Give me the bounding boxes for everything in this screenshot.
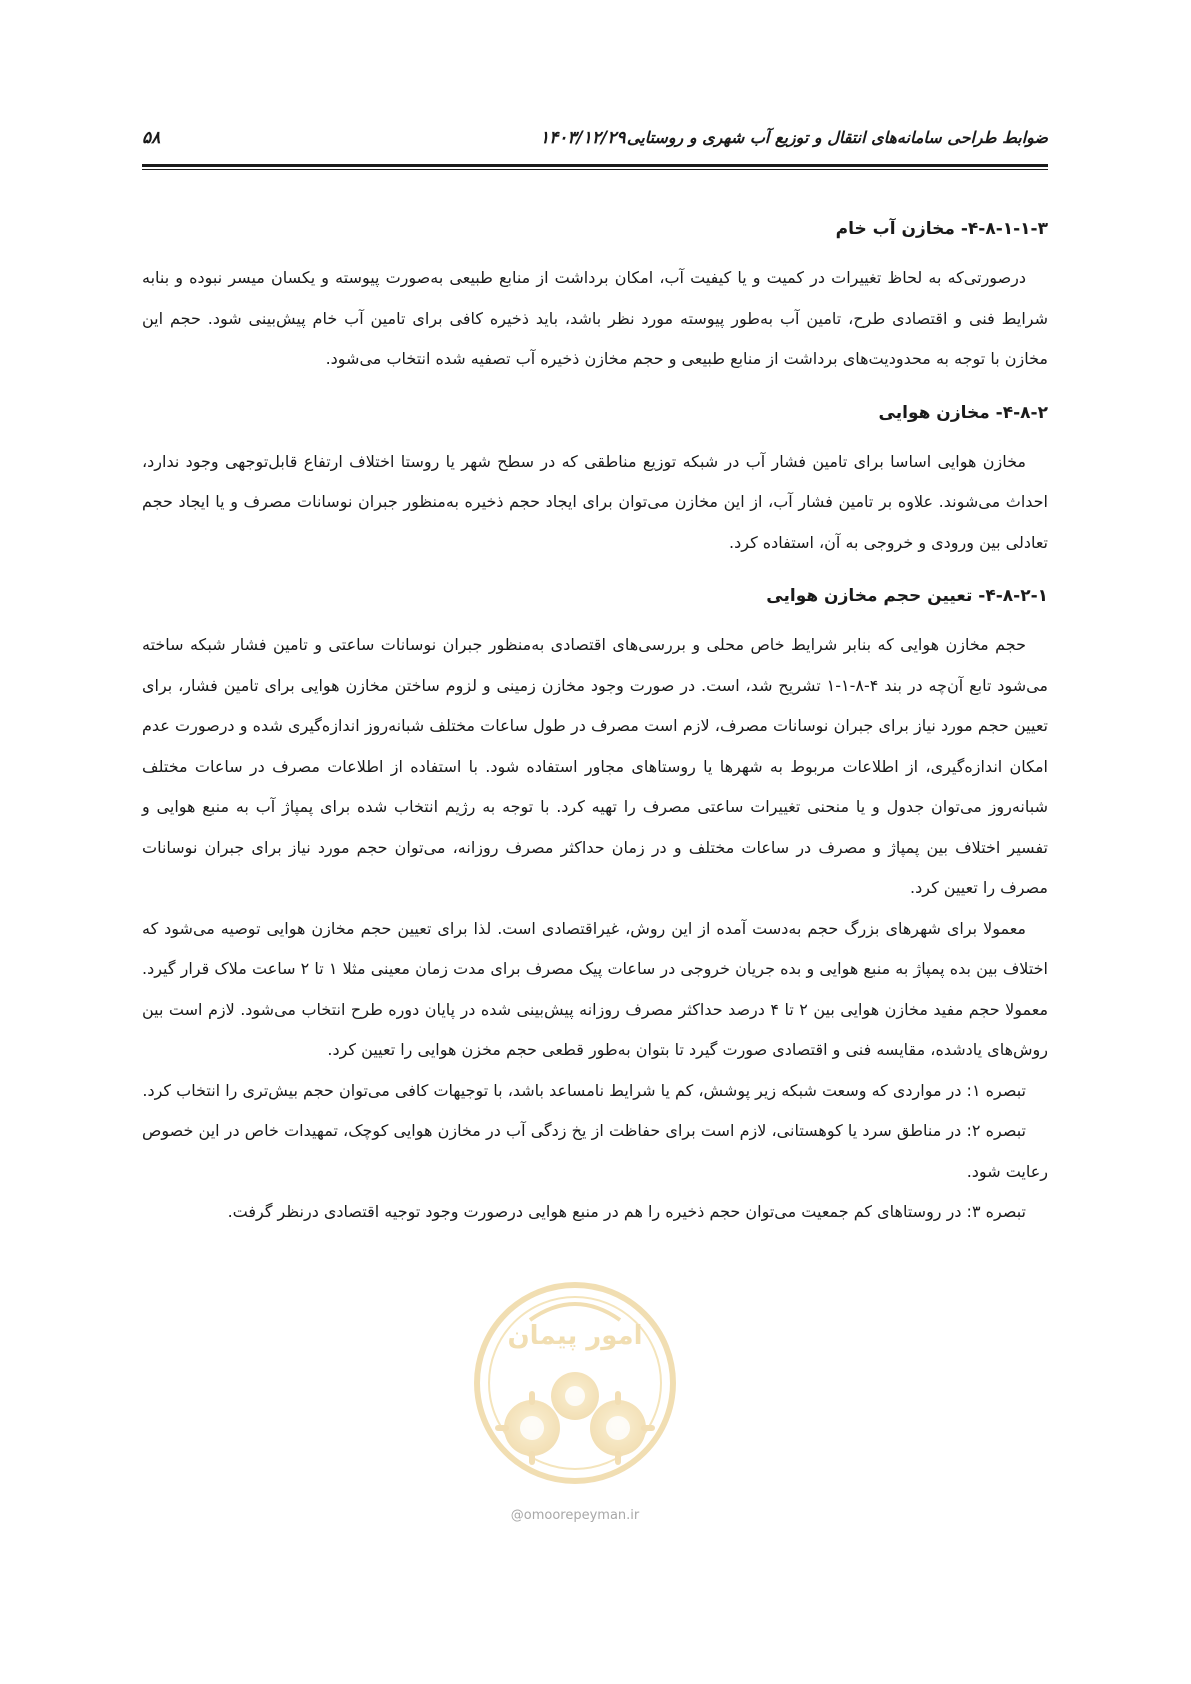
header-divider-thin [142, 169, 1048, 170]
section-heading-elevated-tanks: ۴-۸-۲- مخازن هوایی [878, 402, 1048, 423]
note-2: تبصره ۲: در مناطق سرد یا کوهستانی، لازم است برای حفاظت از یخ زدگی آب در مخازن هوایی کوچک، تمهیدات خاص در این خصوص رعایت شود. [142, 1121, 1048, 1181]
note-1: تبصره ۱: در مواردی که وسعت شبکه زیر پوشش، کم یا شرایط نامساعد باشد، با توجیهات کافی می‌توان حجم بیش‌تری را انتخاب کرد. [142, 1080, 1026, 1100]
header-divider [142, 164, 1048, 167]
section-heading-raw-water-tanks: ۴-۸-۱-۱-۳- مخازن آب خام [835, 219, 1048, 239]
section-heading-elevated-tank-volume: ۴-۸-۲-۱- تعیین حجم مخازن هوایی [766, 586, 1048, 606]
paragraph: حجم مخازن هوایی که بنابر شرایط خاص محلی و بررسی‌های اقتصادی به‌منظور جبران نوسانات ساعتی و تامین فشار شبکه ساخته می‌شود تابع آن‌چه در بند ۴-۸-۱-۱ تشریح شد، است. در صورت وجود مخازن زمینی و لزوم ساختن مخازن هوایی برای تامین فشار، برای تعیین حجم مورد نیاز برای جبران نوسانات مصرف، لازم است مصرف در طول ساعات مختلف شبانه‌روز اندازه‌گیری شده و درصورت عدم امکان اندازه‌گیری، از اطلاعات مربوط به شهرها یا روستاهای مجاور استفاده شود. با استفاده از اطلاعات مصرف در ساعات مختلف شبانه‌روز می‌توان جدول و یا منحنی تغییرات ساعتی مصرف را تهیه کرد. با توجه به رژیم انتخاب شده برای پمپاژ آب به منبع هوایی و تفسیر اختلاف بین پمپاژ و مصرف در ساعات مختلف و در زمان حداکثر مصرف روزانه، می‌توان حجم مورد نیاز برای جبران نوسانات مصرف را تعیین کرد. [142, 635, 1049, 897]
watermark-caption: @omoorepeyman.ir [510, 1508, 640, 1523]
page-header [142, 128, 1048, 162]
paragraph: معمولا برای شهرهای بزرگ حجم به‌دست آمده از این روش، غیراقتصادی است. لذا برای تعیین حجم مخازن هوایی توصیه می‌شود که اختلاف بین بده پمپاژ به منبع هوایی و بده جریان خروجی در ساعات پیک مصرف برای مدت زمان معینی مثلا ۱ تا ۲ ساعت ملاک قرار گیرد. معمولا حجم مفید مخازن هوایی بین ۲ تا ۴ درصد حداکثر مصرف روزانه پیش‌بینی شده در پایان دوره طرح انتخاب می‌شود. لازم است بین روش‌های یادشده، مقایسه فنی و اقتصادی صورت گیرد تا بتوان به‌طور قطعی حجم مخزن هوایی را تعیین کرد. [142, 918, 1049, 1059]
page-number: ۵۸ [142, 128, 161, 148]
paragraph: مخازن هوایی اساسا برای تامین فشار آب در شبکه توزیع مناطقی که در سطح شهر یا روستا اختلاف ارتفاع قابل‌توجهی وجود ندارد، احداث می‌شوند. علاوه بر تامین فشار آب، از این مخازن می‌توان برای ایجاد حجم ذخیره به‌منظور جبران نوسانات مصرف و یا ایجاد حجم تعادلی بین ورودی و خروجی به آن، استفاده کرد. [142, 451, 1048, 552]
watermark-seal [470, 1278, 680, 1500]
header-date: ۱۴۰۳/۱۲/۲۹ [540, 128, 626, 148]
document-body [142, 216, 1048, 1233]
paragraph: درصورتی‌که به لحاظ تغییرات در کمیت و یا کیفیت آب، امکان برداشت از منابع طبیعی به‌صورت پیوسته و یکسان میسر نبوده و بنابه شرایط فنی و اقتصادی طرح، تامین آب به‌طور پیوسته مورد نظر باشد، باید ذخیره کافی برای تامین آب خام پیش‌بینی شود. حجم این مخازن با توجه به محدودیت‌های برداشت از منابع طبیعی و حجم مخازن ذخیره آب تصفیه شده انتخاب می‌شود. [142, 268, 1048, 368]
header-title: ضوابط طراحی سامانه‌های انتقال و توزیع آب شهری و روستایی [626, 128, 1048, 147]
note-3: تبصره ۳: در روستاهای کم جمعیت می‌توان حجم ذخیره را هم در منبع هوایی درصورت وجود توجیه اقتصادی درنظر گرفت. [227, 1202, 1026, 1221]
watermark-seal-text: امور پیمان [507, 1321, 643, 1351]
